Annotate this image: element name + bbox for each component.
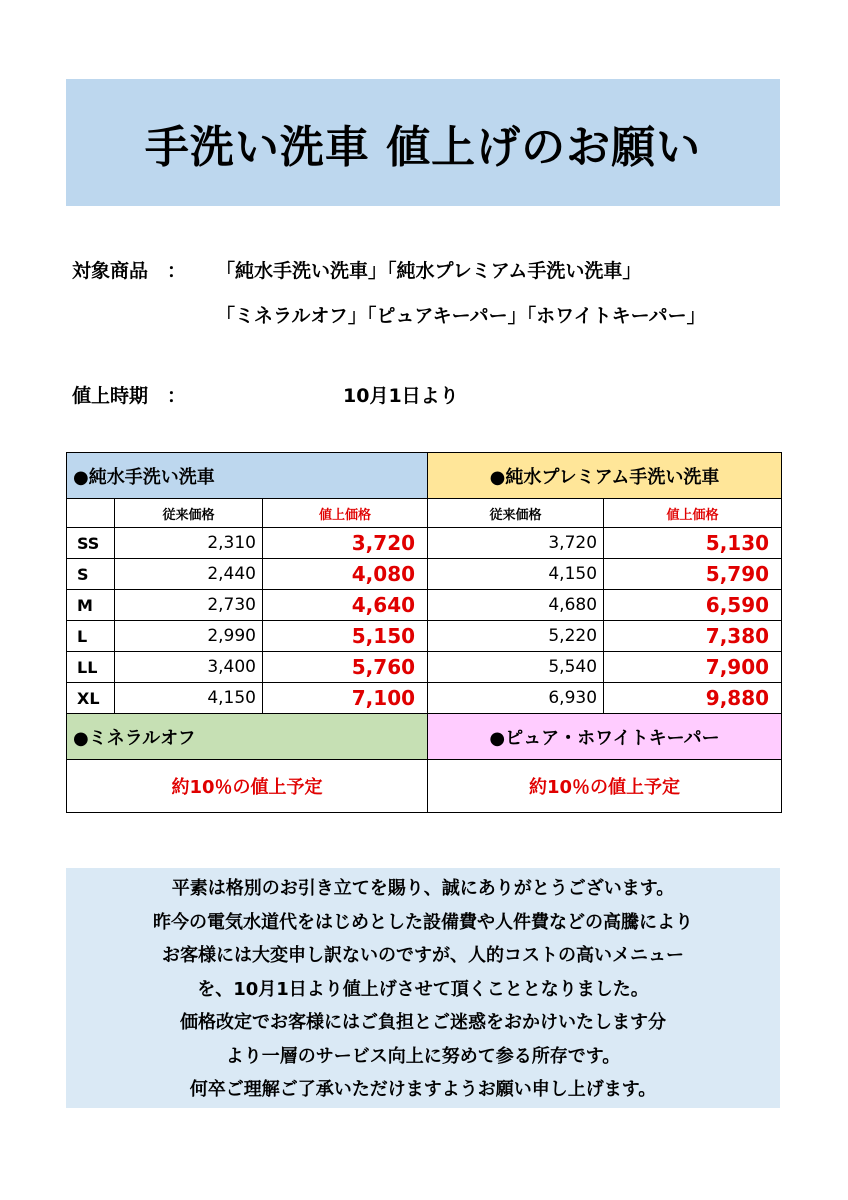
message-line: 平素は格別のお引き立てを賜り、誠にありがとうございます。 [171,878,675,899]
left-new-price: 3,720 [263,528,428,559]
message-line: を、10月1日より値上げさせて頂くこととなりました。 [197,978,649,1000]
page-title: 手洗い洗車 値上げのお願い [144,121,702,173]
date-label: 値上時期 ： [72,385,187,407]
right-new-price-header: 値上価格 [604,499,782,528]
keeper-header: ●ピュア・ホワイトキーパー [428,714,782,760]
left-old-price: 2,440 [115,559,263,590]
left-new-price: 7,100 [263,683,428,714]
message-line: より一層のサービス向上に努めて参る所存です。 [225,1045,621,1067]
mineral-off-note: 約10％の値上予定 [67,760,428,813]
size-cell: M [67,590,115,621]
right-old-price: 3,720 [428,528,604,559]
message-line: 何卒ご理解ご了承いただけますようお願い申し上げます。 [189,1079,657,1100]
premium-wash-header: ●純水プレミアム手洗い洗車 [428,453,782,499]
left-new-price: 4,080 [263,559,428,590]
message-box [66,868,780,1108]
left-new-price: 5,760 [263,652,428,683]
target-label: 対象商品 ： [72,260,187,282]
column-header-row [67,499,782,528]
left-old-price: 3,400 [115,652,263,683]
left-old-price: 2,730 [115,590,263,621]
target-products-line1: 「純水手洗い洗車」「純水プレミアム手洗い洗車」 [216,260,642,282]
right-new-price: 5,790 [604,559,782,590]
right-new-price: 7,380 [604,621,782,652]
mineral-off-header: ●ミネラルオフ [67,714,428,760]
right-new-price: 7,900 [604,652,782,683]
table-row [67,683,782,714]
table-row [67,652,782,683]
left-new-price: 5,150 [263,621,428,652]
left-old-price: 2,990 [115,621,263,652]
table-row [67,559,782,590]
title-banner [66,79,780,206]
size-cell: S [67,559,115,590]
right-old-price: 4,150 [428,559,604,590]
left-old-price: 2,310 [115,528,263,559]
right-new-price: 5,130 [604,528,782,559]
date-value: 10月1日より [343,385,459,407]
left-new-price: 4,640 [263,590,428,621]
message-line: お客様には大変申し訳ないのですが、人的コストの高いメニュー [162,945,684,966]
section-header-row [67,714,782,760]
right-new-price: 6,590 [604,590,782,621]
size-cell: SS [67,528,115,559]
size-cell: XL [67,683,115,714]
left-new-price-header: 値上価格 [263,499,428,528]
size-header [67,499,115,528]
message-line: 昨今の電気水道代をはじめとした設備費や人件費などの高騰により [153,911,693,933]
table-row [67,621,782,652]
right-old-price: 5,540 [428,652,604,683]
table-row [67,590,782,621]
right-old-price-header: 従来価格 [428,499,604,528]
size-cell: LL [67,652,115,683]
section-header-row [67,453,782,499]
left-old-price: 4,150 [115,683,263,714]
pure-water-wash-header: ●純水手洗い洗車 [67,453,428,499]
right-old-price: 4,680 [428,590,604,621]
right-old-price: 5,220 [428,621,604,652]
table-row [67,528,782,559]
message-line: 価格改定でお客様にはご負担とご迷惑をおかけいたします分 [180,1012,666,1033]
note-row [67,760,782,813]
price-table [66,452,782,813]
left-old-price-header: 従来価格 [115,499,263,528]
keeper-note: 約10％の値上予定 [428,760,782,813]
right-new-price: 9,880 [604,683,782,714]
right-old-price: 6,930 [428,683,604,714]
target-products-line2: 「ミネラルオフ」「ピュアキーパー」「ホワイトキーパー」 [216,305,706,327]
size-cell: L [67,621,115,652]
